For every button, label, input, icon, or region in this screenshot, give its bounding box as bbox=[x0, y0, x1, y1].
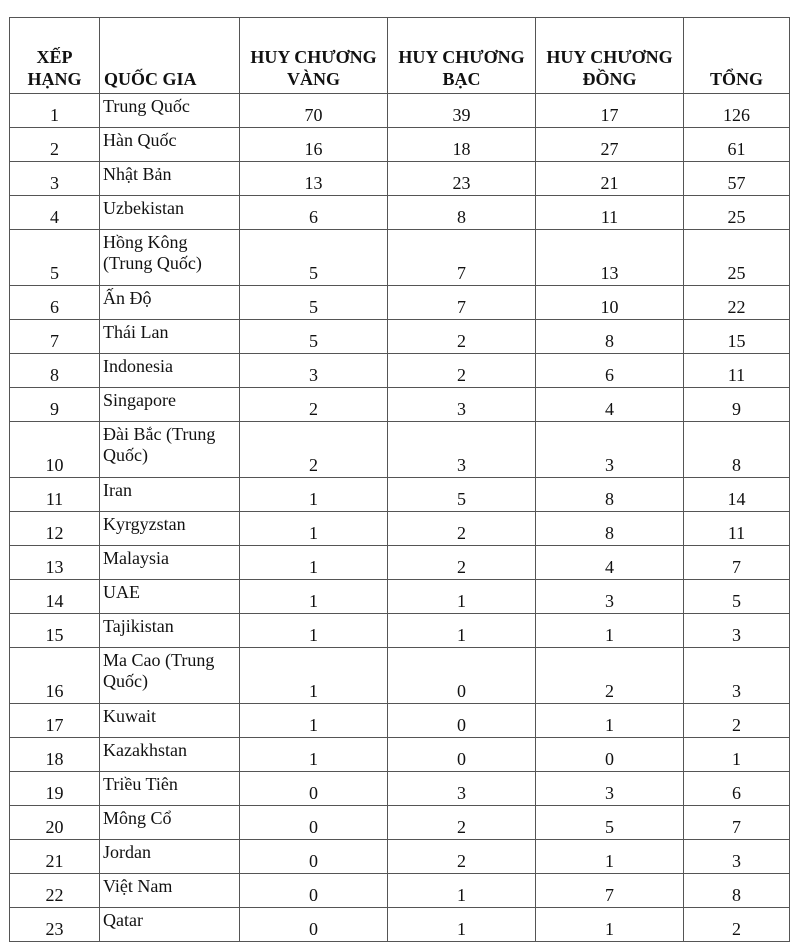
cell-total: 7 bbox=[684, 546, 790, 580]
medal-table bbox=[9, 17, 790, 942]
cell-bronze: 2 bbox=[536, 648, 684, 704]
cell-bronze: 0 bbox=[536, 738, 684, 772]
cell-country: Qatar bbox=[100, 908, 240, 942]
cell-bronze: 3 bbox=[536, 580, 684, 614]
cell-rank: 18 bbox=[10, 738, 100, 772]
header-gold: HUY CHƯƠNG VÀNG bbox=[240, 18, 388, 94]
table-row bbox=[10, 230, 790, 286]
cell-rank: 4 bbox=[10, 196, 100, 230]
cell-gold: 0 bbox=[240, 840, 388, 874]
table-row bbox=[10, 128, 790, 162]
cell-gold: 0 bbox=[240, 874, 388, 908]
cell-country: Kyrgyzstan bbox=[100, 512, 240, 546]
cell-rank: 7 bbox=[10, 320, 100, 354]
cell-total: 2 bbox=[684, 908, 790, 942]
header-country: QUỐC GIA bbox=[100, 18, 240, 94]
cell-silver: 2 bbox=[388, 320, 536, 354]
cell-gold: 5 bbox=[240, 230, 388, 286]
table-row bbox=[10, 94, 790, 128]
cell-gold: 3 bbox=[240, 354, 388, 388]
header-total: TỔNG bbox=[684, 18, 790, 94]
cell-rank: 8 bbox=[10, 354, 100, 388]
cell-silver: 0 bbox=[388, 704, 536, 738]
cell-rank: 21 bbox=[10, 840, 100, 874]
cell-bronze: 13 bbox=[536, 230, 684, 286]
cell-rank: 1 bbox=[10, 94, 100, 128]
cell-total: 5 bbox=[684, 580, 790, 614]
cell-rank: 2 bbox=[10, 128, 100, 162]
cell-country: Singapore bbox=[100, 388, 240, 422]
cell-silver: 0 bbox=[388, 648, 536, 704]
cell-bronze: 8 bbox=[536, 320, 684, 354]
table-row bbox=[10, 196, 790, 230]
cell-total: 6 bbox=[684, 772, 790, 806]
cell-silver: 1 bbox=[388, 580, 536, 614]
cell-total: 57 bbox=[684, 162, 790, 196]
cell-total: 14 bbox=[684, 478, 790, 512]
table-row bbox=[10, 320, 790, 354]
cell-country: Indonesia bbox=[100, 354, 240, 388]
table-row bbox=[10, 388, 790, 422]
cell-gold: 2 bbox=[240, 422, 388, 478]
cell-rank: 13 bbox=[10, 546, 100, 580]
cell-country: Hồng Kông (Trung Quốc) bbox=[100, 230, 240, 286]
cell-rank: 22 bbox=[10, 874, 100, 908]
cell-total: 8 bbox=[684, 874, 790, 908]
cell-gold: 5 bbox=[240, 286, 388, 320]
cell-gold: 70 bbox=[240, 94, 388, 128]
cell-gold: 1 bbox=[240, 704, 388, 738]
table-row bbox=[10, 422, 790, 478]
cell-bronze: 8 bbox=[536, 512, 684, 546]
table-row bbox=[10, 840, 790, 874]
cell-total: 3 bbox=[684, 614, 790, 648]
table-row bbox=[10, 772, 790, 806]
cell-country: Iran bbox=[100, 478, 240, 512]
cell-bronze: 3 bbox=[536, 422, 684, 478]
table-row bbox=[10, 738, 790, 772]
table-row bbox=[10, 874, 790, 908]
cell-country: Việt Nam bbox=[100, 874, 240, 908]
cell-total: 2 bbox=[684, 704, 790, 738]
cell-country: Trung Quốc bbox=[100, 94, 240, 128]
table-row bbox=[10, 806, 790, 840]
table-row bbox=[10, 478, 790, 512]
cell-bronze: 21 bbox=[536, 162, 684, 196]
table-row bbox=[10, 704, 790, 738]
table-row bbox=[10, 580, 790, 614]
cell-silver: 18 bbox=[388, 128, 536, 162]
cell-total: 11 bbox=[684, 354, 790, 388]
cell-silver: 2 bbox=[388, 354, 536, 388]
cell-silver: 39 bbox=[388, 94, 536, 128]
cell-country: Malaysia bbox=[100, 546, 240, 580]
cell-gold: 16 bbox=[240, 128, 388, 162]
cell-rank: 11 bbox=[10, 478, 100, 512]
cell-silver: 3 bbox=[388, 422, 536, 478]
cell-total: 9 bbox=[684, 388, 790, 422]
cell-rank: 10 bbox=[10, 422, 100, 478]
cell-rank: 9 bbox=[10, 388, 100, 422]
cell-silver: 23 bbox=[388, 162, 536, 196]
header-row bbox=[10, 18, 790, 94]
cell-total: 3 bbox=[684, 648, 790, 704]
table-row bbox=[10, 354, 790, 388]
cell-country: Đài Bắc (Trung Quốc) bbox=[100, 422, 240, 478]
cell-bronze: 6 bbox=[536, 354, 684, 388]
cell-gold: 1 bbox=[240, 648, 388, 704]
cell-rank: 20 bbox=[10, 806, 100, 840]
cell-gold: 2 bbox=[240, 388, 388, 422]
cell-bronze: 17 bbox=[536, 94, 684, 128]
cell-total: 1 bbox=[684, 738, 790, 772]
cell-rank: 6 bbox=[10, 286, 100, 320]
cell-silver: 5 bbox=[388, 478, 536, 512]
cell-gold: 6 bbox=[240, 196, 388, 230]
cell-bronze: 5 bbox=[536, 806, 684, 840]
cell-silver: 1 bbox=[388, 614, 536, 648]
cell-gold: 0 bbox=[240, 772, 388, 806]
cell-country: Triều Tiên bbox=[100, 772, 240, 806]
cell-country: Kuwait bbox=[100, 704, 240, 738]
cell-country: Uzbekistan bbox=[100, 196, 240, 230]
cell-total: 61 bbox=[684, 128, 790, 162]
cell-silver: 2 bbox=[388, 840, 536, 874]
cell-gold: 1 bbox=[240, 738, 388, 772]
cell-bronze: 1 bbox=[536, 908, 684, 942]
cell-total: 7 bbox=[684, 806, 790, 840]
table-row bbox=[10, 546, 790, 580]
cell-silver: 3 bbox=[388, 772, 536, 806]
header-rank: XẾP HẠNG bbox=[10, 18, 100, 94]
cell-silver: 1 bbox=[388, 874, 536, 908]
cell-bronze: 4 bbox=[536, 388, 684, 422]
cell-total: 3 bbox=[684, 840, 790, 874]
table-row bbox=[10, 648, 790, 704]
cell-rank: 5 bbox=[10, 230, 100, 286]
header-silver: HUY CHƯƠNG BẠC bbox=[388, 18, 536, 94]
cell-rank: 3 bbox=[10, 162, 100, 196]
cell-total: 22 bbox=[684, 286, 790, 320]
cell-gold: 1 bbox=[240, 546, 388, 580]
cell-bronze: 1 bbox=[536, 614, 684, 648]
table-body bbox=[10, 94, 790, 942]
cell-rank: 12 bbox=[10, 512, 100, 546]
cell-rank: 16 bbox=[10, 648, 100, 704]
cell-country: Kazakhstan bbox=[100, 738, 240, 772]
cell-rank: 17 bbox=[10, 704, 100, 738]
cell-bronze: 10 bbox=[536, 286, 684, 320]
cell-bronze: 1 bbox=[536, 704, 684, 738]
cell-silver: 3 bbox=[388, 388, 536, 422]
cell-gold: 13 bbox=[240, 162, 388, 196]
cell-rank: 14 bbox=[10, 580, 100, 614]
cell-bronze: 8 bbox=[536, 478, 684, 512]
cell-total: 126 bbox=[684, 94, 790, 128]
cell-country: Jordan bbox=[100, 840, 240, 874]
cell-silver: 7 bbox=[388, 286, 536, 320]
cell-silver: 2 bbox=[388, 806, 536, 840]
cell-bronze: 27 bbox=[536, 128, 684, 162]
cell-total: 11 bbox=[684, 512, 790, 546]
cell-country: Tajikistan bbox=[100, 614, 240, 648]
cell-country: Ấn Độ bbox=[100, 286, 240, 320]
cell-country: UAE bbox=[100, 580, 240, 614]
cell-gold: 1 bbox=[240, 478, 388, 512]
cell-bronze: 7 bbox=[536, 874, 684, 908]
table-row bbox=[10, 512, 790, 546]
cell-bronze: 1 bbox=[536, 840, 684, 874]
table-row bbox=[10, 162, 790, 196]
cell-bronze: 3 bbox=[536, 772, 684, 806]
cell-gold: 5 bbox=[240, 320, 388, 354]
header-bronze: HUY CHƯƠNG ĐỒNG bbox=[536, 18, 684, 94]
table-row bbox=[10, 908, 790, 942]
table-row bbox=[10, 614, 790, 648]
cell-rank: 15 bbox=[10, 614, 100, 648]
cell-total: 15 bbox=[684, 320, 790, 354]
cell-country: Mông Cổ bbox=[100, 806, 240, 840]
cell-gold: 1 bbox=[240, 512, 388, 546]
cell-country: Ma Cao (Trung Quốc) bbox=[100, 648, 240, 704]
cell-total: 8 bbox=[684, 422, 790, 478]
medal-table-container bbox=[9, 17, 790, 942]
cell-country: Nhật Bản bbox=[100, 162, 240, 196]
cell-bronze: 4 bbox=[536, 546, 684, 580]
cell-silver: 8 bbox=[388, 196, 536, 230]
table-row bbox=[10, 286, 790, 320]
cell-bronze: 11 bbox=[536, 196, 684, 230]
cell-total: 25 bbox=[684, 196, 790, 230]
cell-gold: 1 bbox=[240, 580, 388, 614]
cell-country: Thái Lan bbox=[100, 320, 240, 354]
cell-gold: 0 bbox=[240, 806, 388, 840]
cell-country: Hàn Quốc bbox=[100, 128, 240, 162]
cell-silver: 0 bbox=[388, 738, 536, 772]
cell-silver: 1 bbox=[388, 908, 536, 942]
cell-gold: 0 bbox=[240, 908, 388, 942]
cell-silver: 2 bbox=[388, 546, 536, 580]
cell-rank: 23 bbox=[10, 908, 100, 942]
cell-rank: 19 bbox=[10, 772, 100, 806]
cell-gold: 1 bbox=[240, 614, 388, 648]
cell-silver: 2 bbox=[388, 512, 536, 546]
cell-total: 25 bbox=[684, 230, 790, 286]
cell-silver: 7 bbox=[388, 230, 536, 286]
